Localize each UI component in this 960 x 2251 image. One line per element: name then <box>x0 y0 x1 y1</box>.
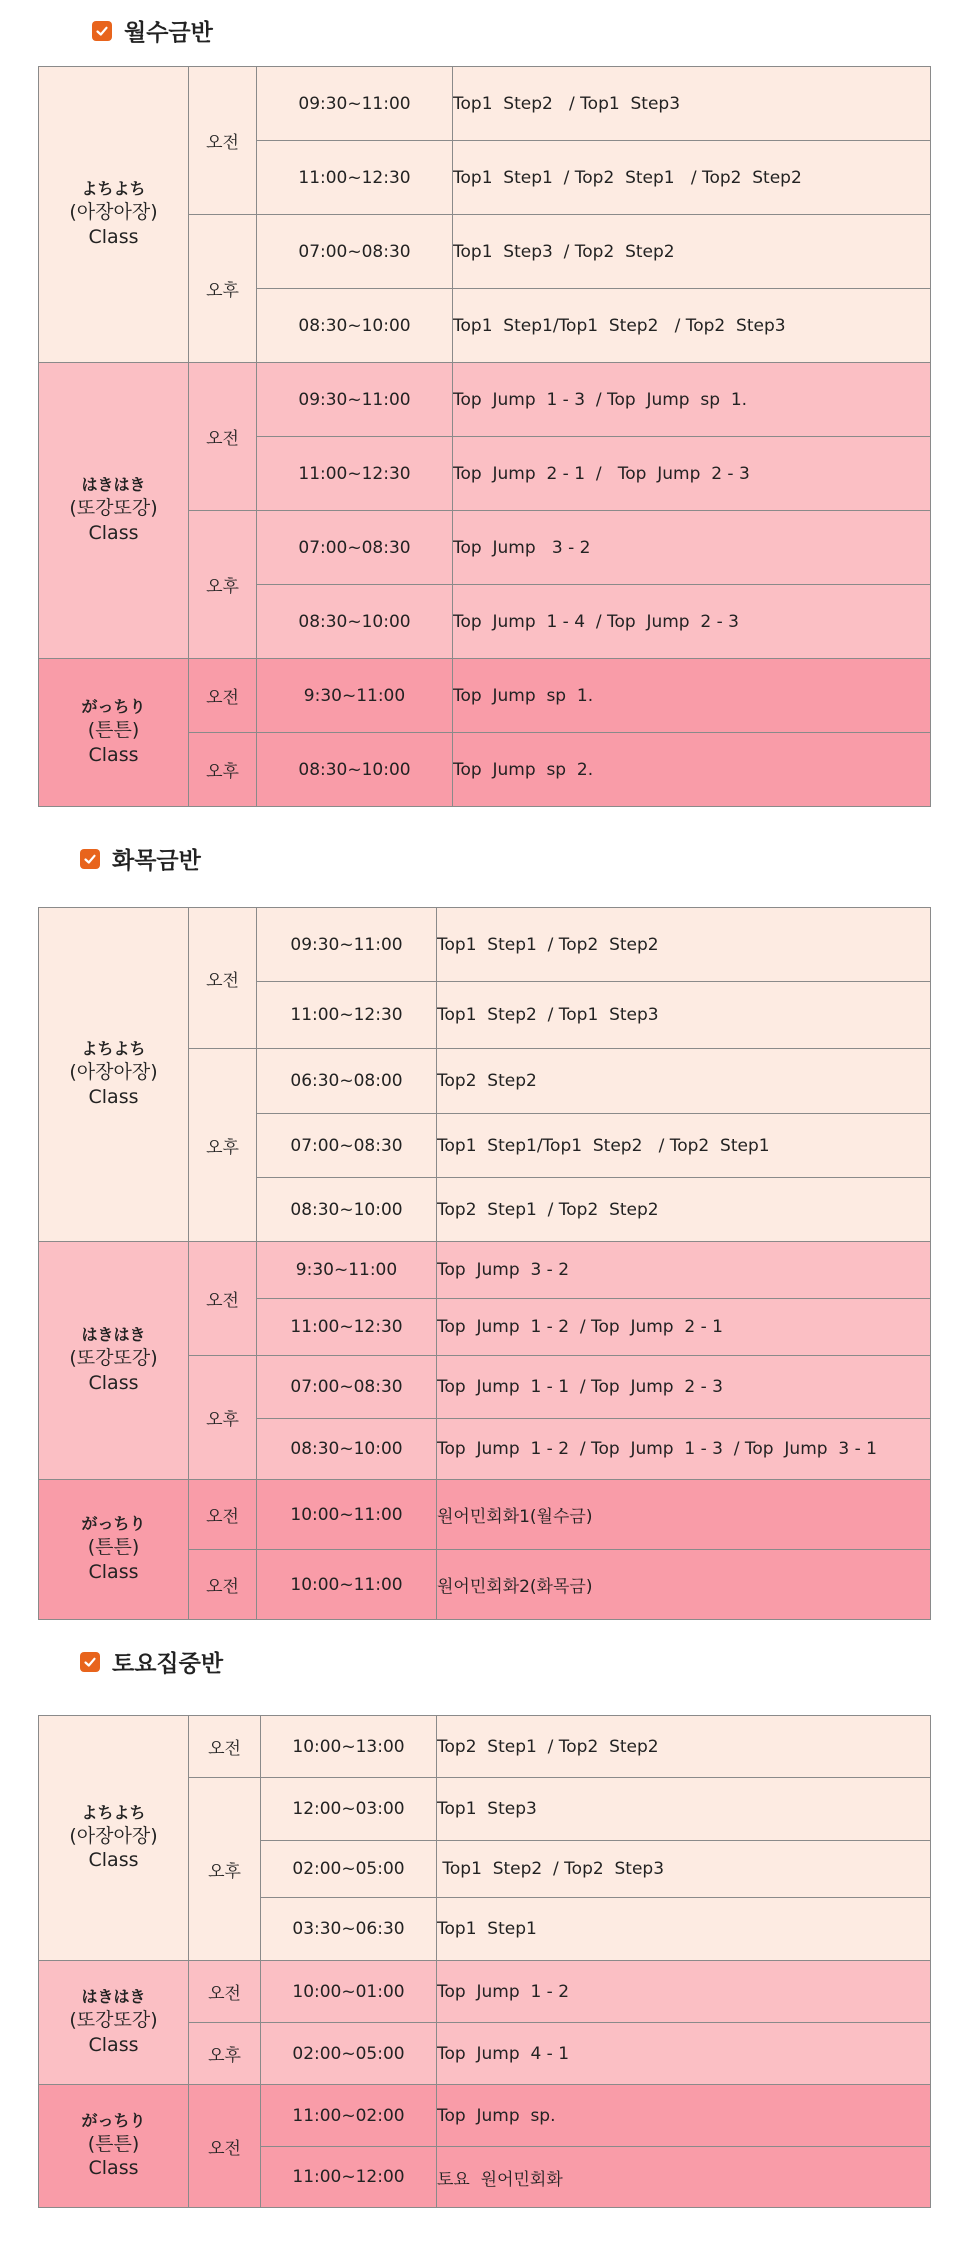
table-row <box>39 1716 931 1778</box>
period-cell: 오후 <box>189 215 257 363</box>
course-cell: Top Jump 1 - 2 <box>437 1961 931 2023</box>
course-cell: Top Jump sp 2. <box>453 733 931 807</box>
period-cell: 오후 <box>189 733 257 807</box>
course-cell: Top2 Step1 / Top2 Step2 <box>437 1716 931 1778</box>
period-cell: 오전 <box>189 1480 257 1550</box>
time-cell: 07:00~08:30 <box>257 1356 437 1419</box>
time-cell: 07:00~08:30 <box>257 1114 437 1178</box>
class-label-ko: (아장아장) <box>69 201 158 224</box>
class-name-cell <box>39 659 189 807</box>
time-cell: 11:00~02:00 <box>261 2085 437 2147</box>
time-cell: 12:00~03:00 <box>261 1778 437 1841</box>
time-cell: 07:00~08:30 <box>257 215 453 289</box>
class-label-ko: (또강또강) <box>69 2009 158 2032</box>
schedule-table <box>38 1715 931 2208</box>
class-name-cell <box>39 908 189 1242</box>
course-cell: Top1 Step2 / Top2 Step3 <box>437 1841 931 1898</box>
time-cell: 06:30~08:00 <box>257 1049 437 1114</box>
period-cell: 오전 <box>189 1550 257 1620</box>
course-cell: Top Jump 3 - 2 <box>453 511 931 585</box>
schedule-table <box>38 66 931 807</box>
class-label-en: Class <box>88 1085 139 1108</box>
course-cell: Top Jump 1 - 3 / Top Jump sp 1. <box>453 363 931 437</box>
period-cell: 오전 <box>189 67 257 215</box>
table-row <box>39 363 931 437</box>
table-row <box>39 1242 931 1299</box>
class-label-jp: よちよち <box>81 1802 146 1822</box>
period-cell: 오후 <box>189 1049 257 1242</box>
table-row <box>39 1961 931 2023</box>
course-cell: Top Jump sp. <box>437 2085 931 2147</box>
time-cell: 10:00~01:00 <box>261 1961 437 2023</box>
table-row <box>39 2085 931 2147</box>
time-cell: 02:00~05:00 <box>261 1841 437 1898</box>
period-cell: 오전 <box>189 2085 261 2208</box>
course-cell: Top1 Step1 / Top2 Step2 <box>437 908 931 982</box>
course-cell: Top Jump 1 - 2 / Top Jump 1 - 3 / Top Jump 3 - 1 <box>437 1419 931 1480</box>
course-cell: Top1 Step1/Top1 Step2 / Top2 Step1 <box>437 1114 931 1178</box>
checkbox-icon <box>92 21 112 41</box>
time-cell: 08:30~10:00 <box>257 1178 437 1242</box>
course-cell: Top Jump 1 - 2 / Top Jump 2 - 1 <box>437 1299 931 1356</box>
class-label-en: Class <box>88 225 139 248</box>
class-label-ko: (튼튼) <box>87 719 140 742</box>
class-label-ko: (아장아장) <box>69 1824 158 1847</box>
check-mark <box>95 24 109 38</box>
period-cell: 오후 <box>189 2023 261 2085</box>
table-row <box>39 908 931 982</box>
course-cell: Top1 Step2 / Top1 Step3 <box>437 982 931 1049</box>
course-cell: 원어민회화2(화목금) <box>437 1550 931 1620</box>
time-cell: 08:30~10:00 <box>257 1419 437 1480</box>
period-cell: 오전 <box>189 659 257 733</box>
class-label-ko: (튼튼) <box>87 1536 140 1559</box>
class-label-en: Class <box>88 1560 139 1583</box>
class-label-ko: (아장아장) <box>69 1061 158 1084</box>
class-label-ko: (튼튼) <box>87 2132 140 2155</box>
class-name-cell <box>39 363 189 659</box>
course-cell: Top1 Step1/Top1 Step2 / Top2 Step3 <box>453 289 931 363</box>
class-label-en: Class <box>88 2033 139 2056</box>
section-title <box>92 14 213 47</box>
class-label-ko: (또강또강) <box>69 1347 158 1370</box>
period-cell: 오전 <box>189 1242 257 1356</box>
time-cell: 11:00~12:30 <box>257 982 437 1049</box>
time-cell: 07:00~08:30 <box>257 511 453 585</box>
course-cell: 토요 원어민회화 <box>437 2147 931 2208</box>
check-mark <box>83 852 97 866</box>
schedule-table <box>38 907 931 1620</box>
class-label-jp: はきはき <box>81 475 146 495</box>
time-cell: 08:30~10:00 <box>257 733 453 807</box>
course-cell: Top Jump 2 - 1 / Top Jump 2 - 3 <box>453 437 931 511</box>
class-label-en: Class <box>88 1849 139 1872</box>
course-cell: Top1 Step1 <box>437 1898 931 1961</box>
time-cell: 10:00~11:00 <box>257 1550 437 1620</box>
time-cell: 10:00~11:00 <box>257 1480 437 1550</box>
class-label-jp: よちよち <box>81 1039 146 1059</box>
course-cell: 원어민회화1(월수금) <box>437 1480 931 1550</box>
course-cell: Top Jump sp 1. <box>453 659 931 733</box>
class-label-jp: がっちり <box>81 1514 146 1534</box>
class-label-jp: はきはき <box>81 1987 146 2007</box>
class-label-en: Class <box>88 1371 139 1394</box>
period-cell: 오전 <box>189 363 257 511</box>
class-label-en: Class <box>88 2157 139 2180</box>
time-cell: 11:00~12:00 <box>261 2147 437 2208</box>
time-cell: 10:00~13:00 <box>261 1716 437 1778</box>
class-name-cell <box>39 2085 189 2208</box>
class-label-ko: (또강또강) <box>69 497 158 520</box>
time-cell: 9:30~11:00 <box>257 659 453 733</box>
period-cell: 오후 <box>189 1356 257 1480</box>
course-cell: Top1 Step3 <box>437 1778 931 1841</box>
class-name-cell <box>39 1480 189 1620</box>
course-cell: Top1 Step3 / Top2 Step2 <box>453 215 931 289</box>
time-cell: 09:30~11:00 <box>257 908 437 982</box>
class-label-jp: がっちり <box>81 2110 146 2130</box>
time-cell: 9:30~11:00 <box>257 1242 437 1299</box>
time-cell: 11:00~12:30 <box>257 437 453 511</box>
time-cell: 09:30~11:00 <box>257 363 453 437</box>
section-title-text: 월수금반 <box>124 20 213 46</box>
time-cell: 08:30~10:00 <box>257 585 453 659</box>
course-cell: Top1 Step2 / Top1 Step3 <box>453 67 931 141</box>
class-label-jp: はきはき <box>81 1325 146 1345</box>
section-title-text: 화목금반 <box>112 848 201 874</box>
course-cell: Top Jump 4 - 1 <box>437 2023 931 2085</box>
period-cell: 오후 <box>189 511 257 659</box>
check-mark <box>83 1655 97 1669</box>
checkbox-icon <box>80 849 100 869</box>
course-cell: Top1 Step1 / Top2 Step1 / Top2 Step2 <box>453 141 931 215</box>
class-label-en: Class <box>88 521 139 544</box>
section-title <box>80 842 201 875</box>
class-name-cell <box>39 1961 189 2085</box>
period-cell: 오전 <box>189 1961 261 2023</box>
course-cell: Top2 Step2 <box>437 1049 931 1114</box>
time-cell: 08:30~10:00 <box>257 289 453 363</box>
course-cell: Top Jump 1 - 1 / Top Jump 2 - 3 <box>437 1356 931 1419</box>
class-name-cell <box>39 1716 189 1961</box>
table-row <box>39 67 931 141</box>
section-title <box>80 1645 223 1678</box>
time-cell: 03:30~06:30 <box>261 1898 437 1961</box>
time-cell: 11:00~12:30 <box>257 141 453 215</box>
class-name-cell <box>39 67 189 363</box>
period-cell: 오전 <box>189 1716 261 1778</box>
period-cell: 오후 <box>189 1778 261 1961</box>
class-label-jp: がっちり <box>81 697 146 717</box>
course-cell: Top Jump 3 - 2 <box>437 1242 931 1299</box>
class-label-jp: よちよち <box>81 179 146 199</box>
class-name-cell <box>39 1242 189 1480</box>
table-row <box>39 659 931 733</box>
table-row <box>39 1480 931 1550</box>
period-cell: 오전 <box>189 908 257 1049</box>
class-label-en: Class <box>88 743 139 766</box>
checkbox-icon <box>80 1652 100 1672</box>
course-cell: Top Jump 1 - 4 / Top Jump 2 - 3 <box>453 585 931 659</box>
time-cell: 02:00~05:00 <box>261 2023 437 2085</box>
time-cell: 09:30~11:00 <box>257 67 453 141</box>
section-title-text: 토요집중반 <box>112 1651 224 1677</box>
time-cell: 11:00~12:30 <box>257 1299 437 1356</box>
course-cell: Top2 Step1 / Top2 Step2 <box>437 1178 931 1242</box>
